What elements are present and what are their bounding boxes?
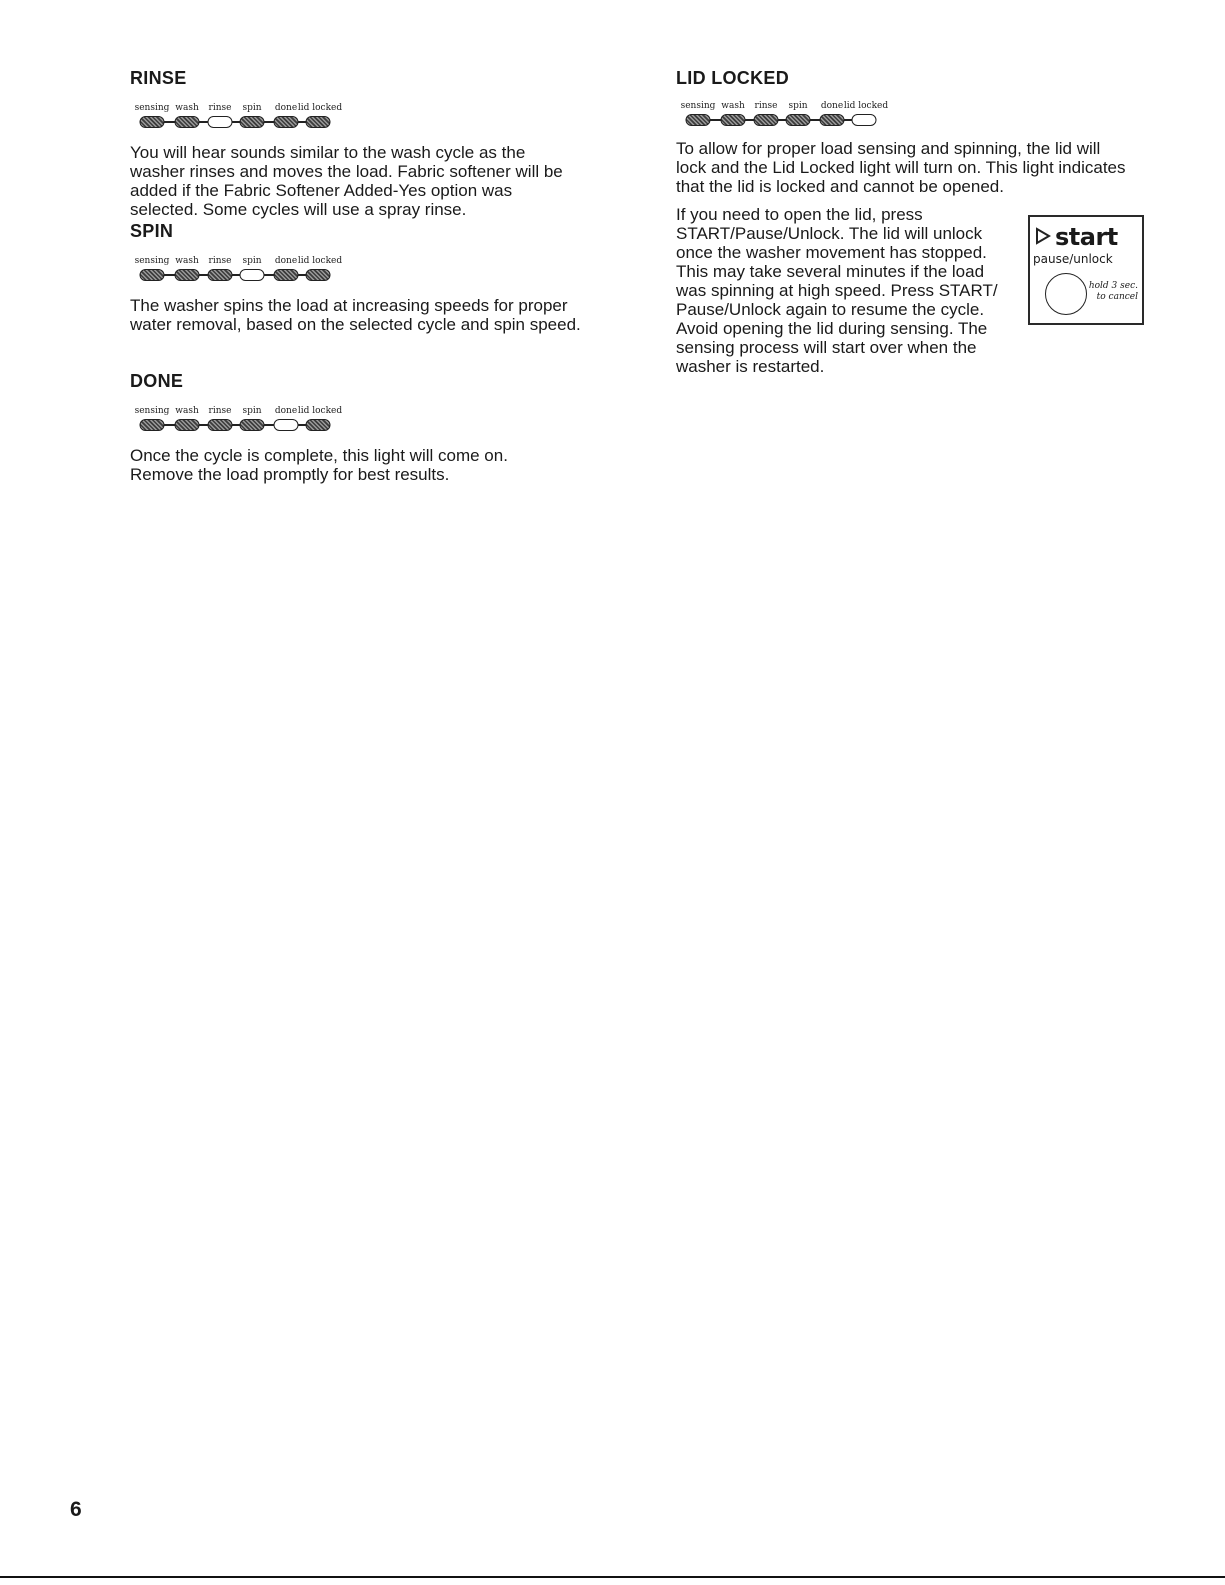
status-label-lid-locked: lid locked xyxy=(297,256,343,266)
status-label-wash: wash xyxy=(175,406,199,416)
status-light-sensing xyxy=(140,269,165,281)
status-lights-lid-locked xyxy=(676,101,916,131)
status-label-wash: wash xyxy=(721,101,745,111)
hold-line-1: hold 3 sec. xyxy=(1088,281,1138,291)
status-label-done: done xyxy=(274,103,298,113)
heading-done: DONE xyxy=(130,371,184,391)
body-done: Once the cycle is complete, this light will come on. Remove the load promptly for best results. xyxy=(130,446,508,484)
status-label-sensing: sensing xyxy=(134,256,170,266)
status-light-rinse xyxy=(208,419,233,431)
status-label-spin: spin xyxy=(242,256,262,266)
start-button-circle xyxy=(1045,273,1087,315)
status-label-done: done xyxy=(274,256,298,266)
status-light-lid-locked xyxy=(306,419,331,431)
status-light-rinse xyxy=(208,269,233,281)
section-rinse xyxy=(130,68,600,219)
status-light-lid-locked xyxy=(852,114,877,126)
status-light-sensing xyxy=(140,116,165,128)
hold-to-cancel-text xyxy=(1089,281,1138,303)
status-lights-rinse xyxy=(130,103,370,133)
status-light-wash xyxy=(175,419,200,431)
section-done xyxy=(130,371,600,484)
start-label: start xyxy=(1055,223,1118,251)
status-light-wash xyxy=(175,269,200,281)
body-lid-locked: To allow for proper load sensing and spinning, the lid will lock and the Lid Locked light will turn on. This light indicates that the lid is locked and cannot be opened. xyxy=(676,139,1126,196)
status-label-spin: spin xyxy=(242,406,262,416)
status-light-done xyxy=(274,116,299,128)
body-lid-locked-unlock: If you need to open the lid, press START/Pause/Unlock. The lid will unlock once the washer movement has stopped. This may take several minutes if the load was spinning at high speed. Press START/ Pause/Unlock again to resume the cycle. Avoid opening the lid during sensing. The sensing process will start over when the washer is restarted. xyxy=(676,205,998,376)
page-number: 6 xyxy=(70,1498,82,1521)
heading-spin: SPIN xyxy=(130,221,174,241)
status-light-wash xyxy=(175,116,200,128)
status-lights-done xyxy=(130,406,370,436)
status-label-wash: wash xyxy=(175,103,199,113)
status-light-done xyxy=(274,269,299,281)
status-label-spin: spin xyxy=(788,101,808,111)
status-light-done xyxy=(274,419,299,431)
body-rinse: You will hear sounds similar to the wash cycle as the washer rinses and moves the load. Fabric softener will be added if the Fabric Softener Added-Yes option was selected. Some cycles will use a spray rinse. xyxy=(130,143,563,219)
status-label-sensing: sensing xyxy=(680,101,716,111)
start-pause-button-illustration xyxy=(1028,215,1144,325)
status-label-done: done xyxy=(274,406,298,416)
status-light-wash xyxy=(721,114,746,126)
status-light-spin xyxy=(240,269,265,281)
status-light-rinse xyxy=(754,114,779,126)
status-light-spin xyxy=(240,419,265,431)
status-light-lid-locked xyxy=(306,116,331,128)
status-light-sensing xyxy=(686,114,711,126)
status-light-spin xyxy=(786,114,811,126)
status-label-rinse: rinse xyxy=(754,101,778,111)
status-lights-spin xyxy=(130,256,370,286)
status-label-lid-locked: lid locked xyxy=(843,101,889,111)
status-label-sensing: sensing xyxy=(134,103,170,113)
status-light-sensing xyxy=(140,419,165,431)
status-light-rinse xyxy=(208,116,233,128)
hold-line-2: to cancel xyxy=(1096,292,1138,302)
body-spin: The washer spins the load at increasing speeds for proper water removal, based on the selected cycle and spin speed. xyxy=(130,296,581,334)
status-light-done xyxy=(820,114,845,126)
status-label-lid-locked: lid locked xyxy=(297,406,343,416)
status-label-wash: wash xyxy=(175,256,199,266)
section-spin xyxy=(130,221,600,334)
play-arrow-icon xyxy=(1035,227,1051,245)
status-label-sensing: sensing xyxy=(134,406,170,416)
status-light-spin xyxy=(240,116,265,128)
status-label-rinse: rinse xyxy=(208,103,232,113)
pause-unlock-label: pause/unlock xyxy=(1033,252,1113,266)
heading-lid-locked: LID LOCKED xyxy=(676,68,789,88)
status-light-lid-locked xyxy=(306,269,331,281)
status-label-rinse: rinse xyxy=(208,256,232,266)
footer-rule xyxy=(0,1576,1225,1578)
status-label-done: done xyxy=(820,101,844,111)
status-label-rinse: rinse xyxy=(208,406,232,416)
status-label-spin: spin xyxy=(242,103,262,113)
status-label-lid-locked: lid locked xyxy=(297,103,343,113)
heading-rinse: RINSE xyxy=(130,68,187,88)
